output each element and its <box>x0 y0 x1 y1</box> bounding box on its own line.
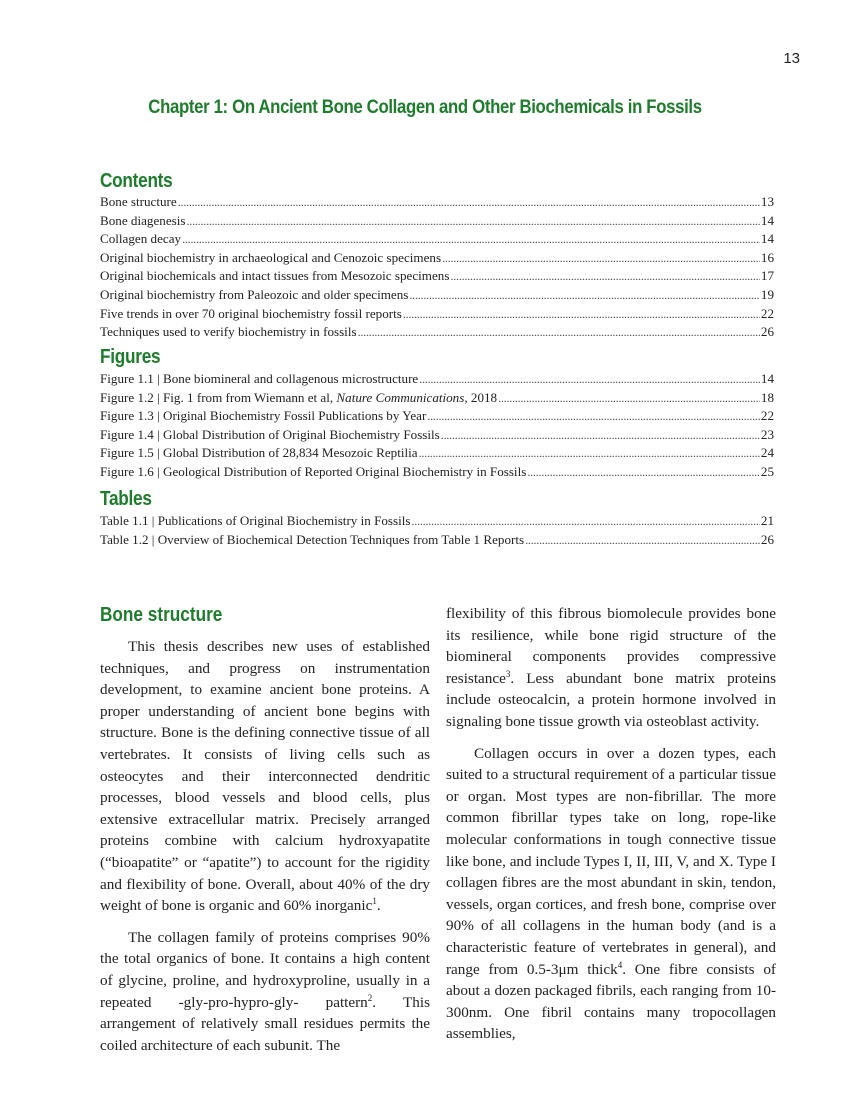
dot-leader <box>186 212 759 231</box>
dot-leader <box>411 512 759 531</box>
body-column-left <box>100 636 430 1056</box>
paragraph-text: . This arrangement of relatively small residues permits the coiled architecture of each subunit. The <box>100 993 431 1054</box>
figure-entry[interactable] <box>100 463 774 482</box>
paragraph-text: Collagen occurs in over a dozen types, each suited to a structural requirement of a particular tissue or organ. Most types are non-fibrillar. The more common fibrillar types take on long, rope-like molecular conformations in tough connective tissue like bone, and include Types I, II, III, V, and X. Type I collagen fibres are the most abundant in skin, tendon, vessels, organ cortices, and fresh bone, comprise over 90% of all collagens in the human body (and is a characteristic feature of vertebrates in general), and range from 0.5-3μm thick <box>446 744 776 978</box>
footnote-ref[interactable]: 1 <box>372 896 377 907</box>
figure-entry-label: Figure 1.1 | Bone biomineral and collagenous microstructure <box>100 371 419 386</box>
dot-leader <box>419 370 760 389</box>
dot-leader <box>427 407 760 426</box>
body-column-right <box>446 603 776 1045</box>
paragraph-text: . <box>376 897 381 915</box>
toc-entry[interactable] <box>100 249 774 268</box>
figures-list <box>100 370 774 482</box>
toc-entry-page: 22 <box>760 305 774 321</box>
toc-entry-page: 17 <box>760 268 774 284</box>
dot-leader <box>182 230 760 249</box>
toc-entry[interactable] <box>100 305 774 324</box>
footnote-ref[interactable]: 3 <box>505 668 511 679</box>
toc-entry-label: Original biochemistry from Paleozoic and older specimens <box>100 286 409 302</box>
figure-entry-page: 14 <box>760 371 774 386</box>
figure-entry-page: 25 <box>760 463 774 479</box>
dot-leader <box>358 323 760 342</box>
paragraph-text: The collagen family of proteins comprises 90% the total organics of bone. It contains a high content of glycine, proline, and hydroxyproline, usually in a repeated -gly-pro-hypro-gly- pattern <box>100 928 430 1011</box>
figure-entry[interactable] <box>100 407 774 426</box>
dot-leader <box>178 193 760 212</box>
footnote-ref[interactable]: 4 <box>617 959 623 970</box>
dot-leader <box>498 389 760 408</box>
figure-entry-label: Figure 1.3 | Original Biochemistry Fossil Publications by Year <box>100 408 427 424</box>
table-entry-label: Table 1.1 | Publications of Original Biochemistry in Fossils <box>100 513 411 528</box>
toc-entry-page: 16 <box>760 249 774 265</box>
table-entry[interactable] <box>100 512 774 531</box>
footnote-ref[interactable]: 2 <box>367 992 373 1003</box>
tables-heading: Tables <box>100 488 152 510</box>
toc-entry-label: Collagen decay <box>100 231 182 247</box>
toc-entry[interactable] <box>100 267 774 286</box>
dot-leader <box>403 305 760 324</box>
table-entry[interactable] <box>100 531 774 550</box>
dot-leader <box>441 426 760 445</box>
toc-entry-label: Bone structure <box>100 194 177 209</box>
toc-entry-page: 14 <box>760 231 774 247</box>
journal-title: Nature Communications <box>336 389 465 405</box>
body-paragraph <box>100 927 430 1057</box>
contents-list <box>100 193 774 342</box>
figure-label-text: Figure 1.2 | Fig. 1 from from Wiemann et al, <box>100 389 337 405</box>
dot-leader <box>419 444 760 463</box>
table-entry-page: 26 <box>760 531 774 547</box>
figures-heading: Figures <box>100 346 161 368</box>
tables-list <box>100 512 774 549</box>
body-paragraph <box>446 603 776 733</box>
figure-entry[interactable] <box>100 370 774 389</box>
dot-leader <box>527 463 760 482</box>
paragraph-text: This thesis describes new uses of established techniques, and progress on instrumentation development, to examine ancient bone proteins. A proper understanding of ancient bone begins with structure. Bone is the defining connective tissue of all vertebrates. It consists of living cells such as osteocytes and their interconnected dendritic processes, blood vessels and blood cells, plus extensive extracellular matrix. Precisely arranged proteins combine with calcium hydroxyapatite (“bioapatite” or “apatite”) to account for the rigidity and flexibility of bone. Overall, about 40% of the dry weight of bone is organic and 60% inorganic <box>100 638 430 915</box>
paragraph-text: . One fibre consists of about a dozen packaged fibrils, each ranging from 10-300nm. One fibril contains many tropocollagen assemblies, <box>446 960 776 1043</box>
table-entry-label: Table 1.2 | Overview of Biochemical Detection Techniques from Table 1 Reports <box>100 531 525 547</box>
section-heading-bone-structure: Bone structure <box>100 604 223 626</box>
dot-leader <box>450 267 759 286</box>
contents-heading: Contents <box>100 170 173 192</box>
toc-entry[interactable] <box>100 286 774 305</box>
paragraph-text: flexibility of this fibrous biomolecule provides bone its resilience, while bone rigid structure of the biomineral components provides compressive resistance <box>446 605 776 687</box>
figure-entry-page: 18 <box>760 389 774 405</box>
body-paragraph <box>446 743 776 1045</box>
chapter-title: Chapter 1: On Ancient Bone Collagen and Other Biochemicals in Fossils <box>148 96 702 118</box>
toc-entry-label: Five trends in over 70 original biochemistry fossil reports <box>100 305 402 321</box>
body-paragraph <box>100 636 430 917</box>
page-number: 13 <box>783 50 800 67</box>
toc-entry-label: Techniques used to verify biochemistry in fossils <box>100 324 357 340</box>
table-entry-page: 21 <box>760 513 774 528</box>
dot-leader <box>409 286 760 305</box>
toc-entry-page: 13 <box>760 194 774 209</box>
figure-entry-page: 24 <box>760 445 774 461</box>
figure-entry-page: 23 <box>760 426 774 442</box>
paragraph-text: . Less abundant bone matrix proteins include osteocalcin, a protein hormone involved in signaling bone tissue growth via osteoblast activity. <box>446 669 776 730</box>
figure-label-text: , 2018 <box>464 389 498 405</box>
toc-entry[interactable] <box>100 193 774 212</box>
figure-entry[interactable] <box>100 444 774 463</box>
toc-entry-page: 14 <box>760 212 774 228</box>
figure-entry[interactable] <box>100 389 774 408</box>
dot-leader <box>442 249 760 268</box>
figure-entry[interactable] <box>100 426 774 445</box>
toc-entry-label: Original biochemistry in archaeological and Cenozoic specimens <box>100 249 442 265</box>
toc-entry[interactable] <box>100 323 774 342</box>
figure-entry-label <box>100 389 497 407</box>
figure-entry-label: Figure 1.6 | Geological Distribution of Reported Original Biochemistry in Fossils <box>100 463 527 479</box>
toc-entry-page: 26 <box>760 324 774 340</box>
toc-entry-label: Bone diagenesis <box>100 212 186 228</box>
figure-entry-page: 22 <box>760 408 774 424</box>
toc-entry-page: 19 <box>760 286 774 302</box>
dot-leader <box>525 531 760 550</box>
toc-entry-label: Original biochemicals and intact tissues from Mesozoic specimens <box>100 268 450 284</box>
figure-entry-label: Figure 1.4 | Global Distribution of Original Biochemistry Fossils <box>100 426 440 442</box>
toc-entry[interactable] <box>100 230 774 249</box>
figure-entry-label: Figure 1.5 | Global Distribution of 28,834 Mesozoic Reptilia <box>100 445 418 461</box>
toc-entry[interactable] <box>100 212 774 231</box>
